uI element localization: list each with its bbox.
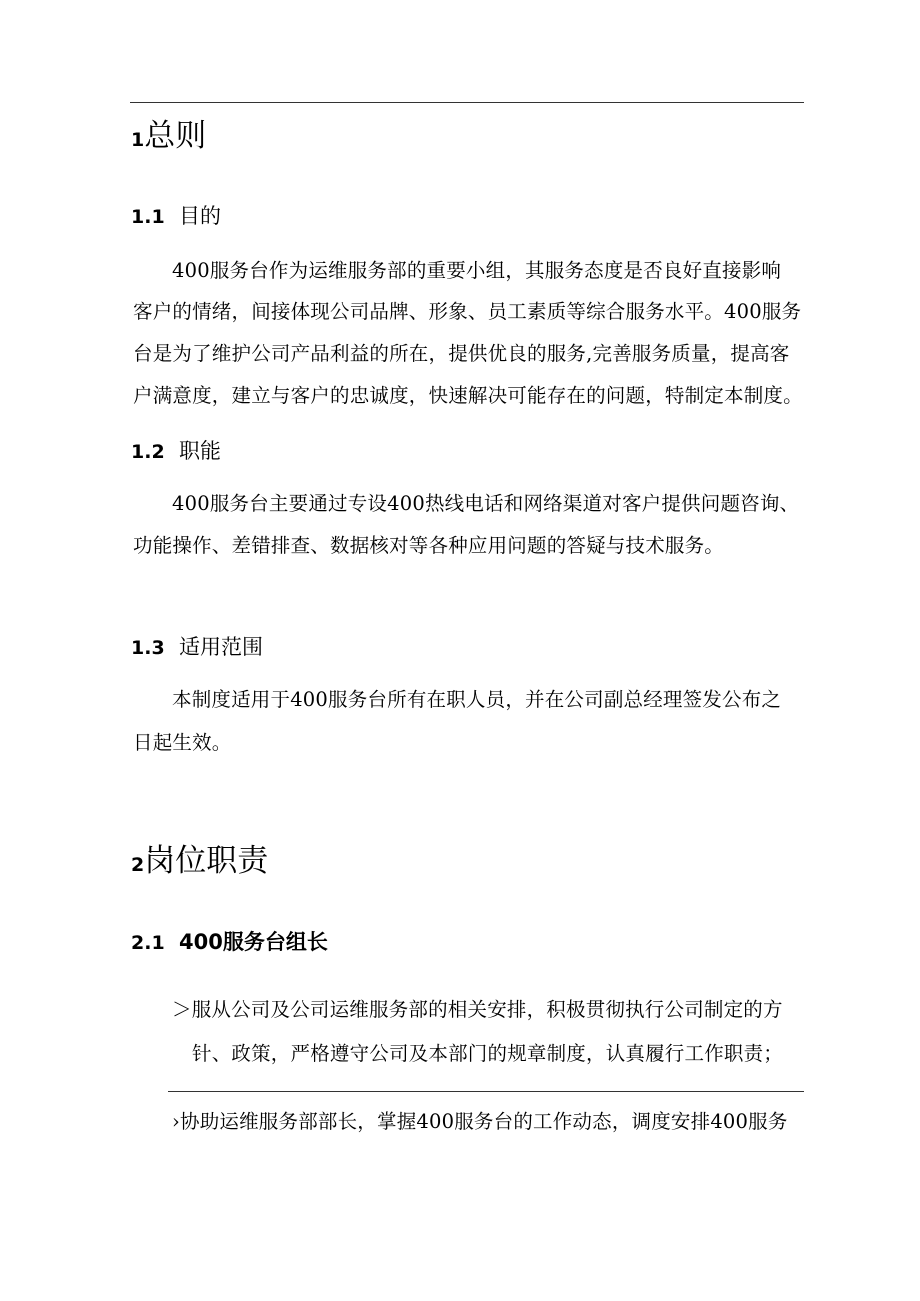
paragraph-line: 400服务台作为运维服务部的重要小组，其服务态度是否良好直接影响 [172,259,782,282]
paragraph-line: 本制度适用于400服务台所有在职人员，并在公司副总经理签发公布之 [172,688,782,711]
section-1-3-title: 适用范围 [179,635,263,659]
section-1-3-number: 1.3 [131,637,165,659]
header-rule [130,102,804,103]
page-break-rule [168,1091,804,1092]
paragraph-line: 400服务台主要通过专设400热线电话和网络渠道对客户提供问题咨询、 [172,492,800,515]
bullet-item-continuation: 针、政策，严格遵守公司及本部门的规章制度，认真履行工作职责； [192,1042,784,1065]
section-1-heading [131,118,206,158]
section-1-1-heading [131,202,221,231]
section-1-3-heading [131,633,263,662]
paragraph-line: 台是为了维护公司产品利益的所在，提供优良的服务,完善服务质量，提高客 [133,342,790,365]
section-2-number: 2 [131,854,145,876]
section-1-number: 1 [131,129,145,151]
section-2-title: 岗位职责 [144,843,269,879]
section-1-2-title: 职能 [179,439,221,463]
bullet-item: ＞服从公司及公司运维服务部的相关安排，积极贯彻执行公司制定的方 [172,998,783,1021]
section-2-1-heading [131,928,328,957]
section-2-1-title: 400服务台组长 [179,930,328,954]
section-1-2-heading [131,437,221,466]
paragraph-line: 户满意度，建立与客户的忠诚度，快速解决可能存在的问题，特制定本制度。 [133,384,803,407]
section-2-1-number: 2.1 [131,932,165,954]
paragraph-line: 客户的情绪，间接体现公司品牌、形象、员工素质等综合服务水平。400服务 [133,300,802,323]
paragraph-line: 日起生效。 [133,731,232,754]
bullet-item: ›协助运维服务部部长，掌握400服务台的工作动态，调度安排400服务 [172,1110,788,1133]
section-1-title: 总则 [144,118,207,154]
section-1-1-title: 目的 [179,204,221,228]
section-1-2-number: 1.2 [131,441,165,463]
paragraph-line: 功能操作、差错排查、数据核对等各种应用问题的答疑与技术服务。 [133,534,725,557]
section-1-1-number: 1.1 [131,206,165,228]
section-2-heading [131,843,268,883]
